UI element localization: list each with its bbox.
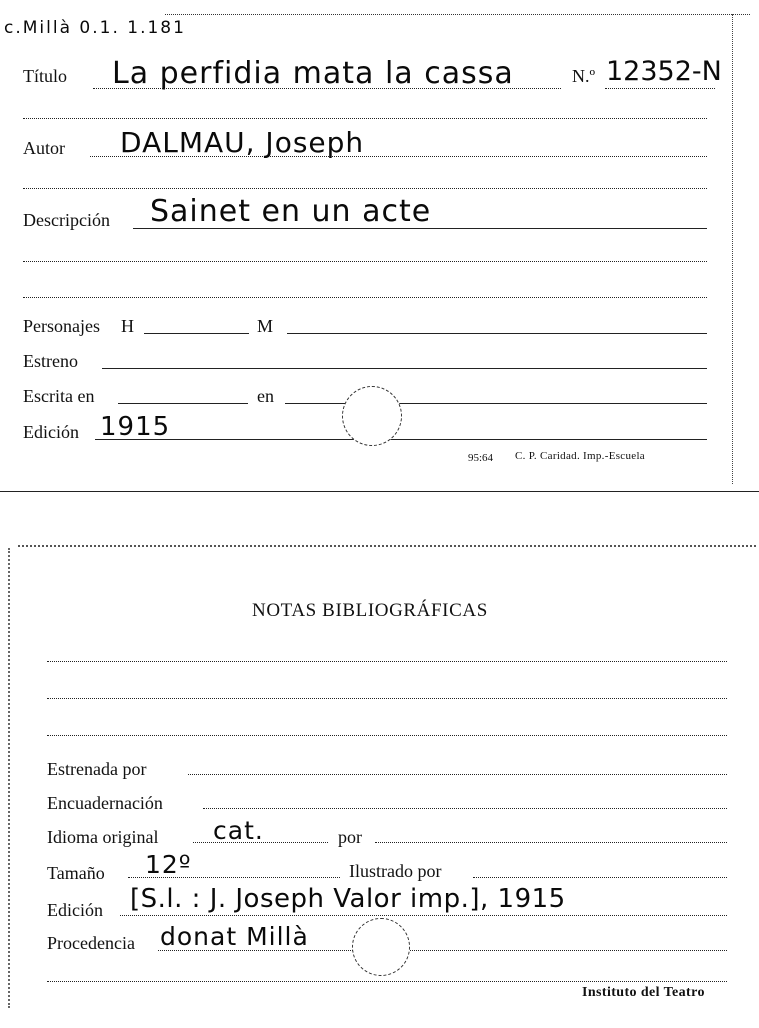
procedencia-value: donat Millà	[160, 922, 309, 951]
estrenada-line	[188, 774, 727, 775]
card-bottom-edge	[0, 491, 759, 492]
separator-line	[23, 297, 707, 298]
separator-line	[47, 661, 727, 662]
encuadernacion-label: Encuadernación	[47, 793, 163, 813]
m-line	[287, 333, 707, 334]
institution-label: Instituto del Teatro	[582, 985, 705, 1000]
escrita-line	[118, 403, 248, 404]
numero-label: N.º	[572, 66, 596, 86]
card-top-edge	[18, 545, 756, 547]
descripcion-value: Sainet en un acte	[150, 194, 432, 229]
escrita-label: Escrita en	[23, 386, 95, 406]
separator-line	[47, 698, 727, 699]
punch-hole	[342, 386, 402, 446]
separator-line	[23, 261, 707, 262]
titulo-value: La perfidia mata la cassa	[112, 56, 514, 91]
numero-value: 12352-N	[606, 56, 722, 87]
edicion2-line	[120, 915, 727, 916]
separator-line	[23, 188, 707, 189]
estrenada-label: Estrenada por	[47, 759, 147, 779]
printer-code: 95:64	[468, 452, 494, 464]
h-line	[144, 333, 249, 334]
separator-line	[47, 735, 727, 736]
catalog-card-bottom	[0, 530, 759, 1028]
personajes-label: Personajes	[23, 316, 100, 336]
numero-line	[605, 88, 715, 89]
ilustrado-line	[473, 877, 727, 878]
procedencia-label: Procedencia	[47, 933, 135, 953]
notes-heading: NOTAS BIBLIOGRÁFICAS	[252, 600, 488, 621]
autor-value: DALMAU, Joseph	[120, 126, 365, 159]
descripcion-label: Descripción	[23, 210, 110, 230]
h-label: H	[121, 316, 134, 336]
titulo-label: Título	[23, 66, 67, 86]
por-label: por	[338, 827, 362, 847]
catalog-card-top	[0, 0, 759, 500]
estreno-label: Estreno	[23, 351, 78, 371]
card-right-edge	[732, 14, 733, 484]
card-annotation: c.Millà 0.1. 1.181	[4, 18, 186, 38]
separator-line	[47, 981, 727, 982]
estreno-line	[102, 368, 707, 369]
en-label: en	[257, 386, 274, 406]
autor-label: Autor	[23, 138, 65, 158]
separator-line	[23, 118, 707, 119]
edicion2-label: Edición	[47, 900, 103, 920]
printer-text: C. P. Caridad. Imp.-Escuela	[515, 450, 645, 462]
por-line	[375, 842, 727, 843]
card-left-edge	[8, 548, 10, 1008]
idioma-label: Idioma original	[47, 827, 159, 847]
encuadernacion-line	[203, 808, 727, 809]
edicion-label: Edición	[23, 422, 79, 442]
card-top-edge	[165, 14, 750, 15]
punch-hole	[352, 918, 410, 976]
edicion-line	[95, 439, 707, 440]
edicion-value: 1915	[100, 412, 171, 442]
ilustrado-label: Ilustrado por	[349, 861, 442, 881]
tamano-value: 12º	[145, 850, 192, 879]
edicion2-value: [S.l. : J. Joseph Valor imp.], 1915	[130, 884, 566, 914]
m-label: M	[257, 316, 274, 336]
idioma-value: cat.	[213, 816, 264, 845]
tamano-label: Tamaño	[47, 863, 105, 883]
